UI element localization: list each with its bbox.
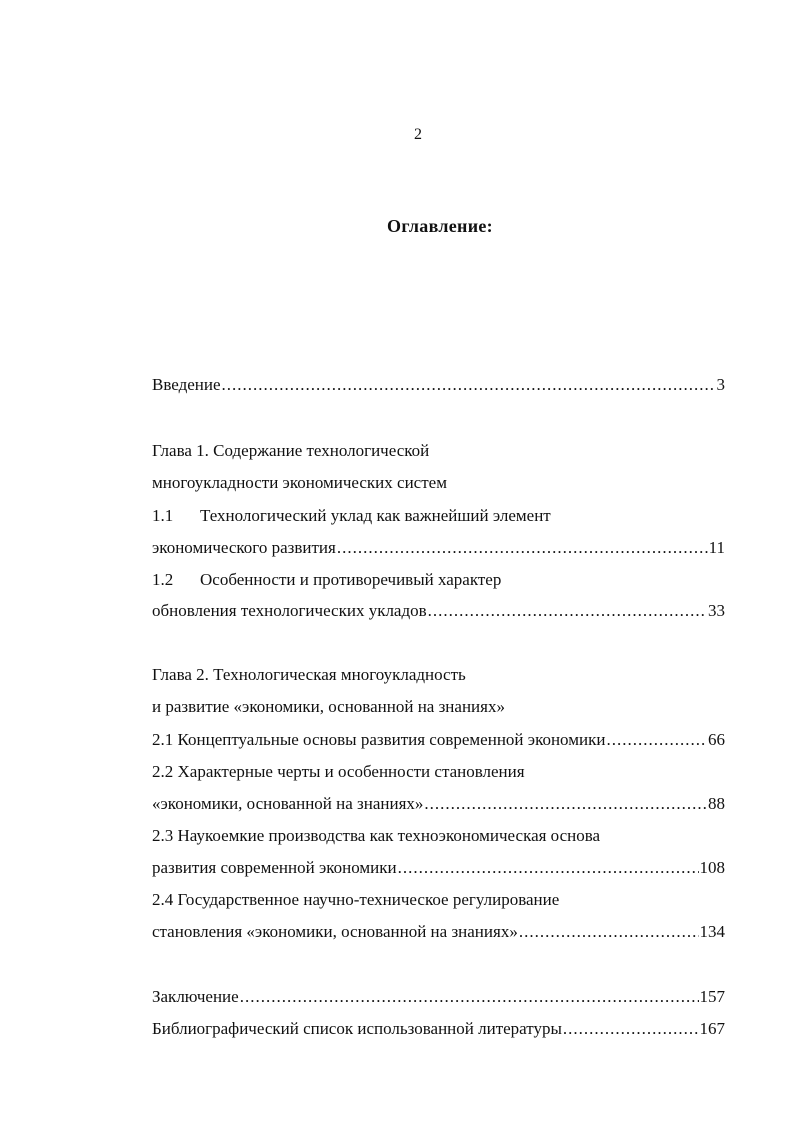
toc-section-2-3: 2.3 Наукоемкие производства как техноэкономическая основа [152,826,601,845]
chapter-2-heading-cont: и развитие «экономики, основанной на знаниях» [152,697,505,716]
toc-page-number: 108 [699,858,725,877]
chapter-1-heading: Глава 1. Содержание технологической [152,441,430,460]
toc-entry-1-2 [152,598,725,624]
toc-entry-text: «экономики, основанной на знаниях» [152,794,424,813]
toc-entry-intro [152,372,725,398]
leader-dots [519,919,699,945]
toc-page-number: 88 [708,794,725,813]
leader-dots [398,855,699,881]
toc-page-number: 3 [716,375,725,394]
toc-entry-text: Библиографический список использованной литературы [152,1019,562,1038]
toc-page-number: 134 [699,922,725,941]
toc-entry-bibliography [152,1016,725,1042]
section-number: 1.2 [152,570,174,589]
page-number: 2 [414,126,422,143]
toc-title: Оглавление: [387,216,493,236]
toc-section-2-2: 2.2 Характерные черты и особенности становления [152,762,525,781]
toc-entry-text: становления «экономики, основанной на знаниях» [152,922,518,941]
toc-entry-text: Введение [152,375,221,394]
toc-page-number: 66 [708,730,725,749]
toc-entry-text: экономического развития [152,538,336,557]
toc-page-number: 157 [699,987,725,1006]
chapter-1-heading-cont: многоукладности экономических систем [152,473,447,492]
toc-entry-2-4 [152,919,725,945]
leader-dots [428,598,707,624]
leader-dots [222,372,716,398]
toc-page-number: 167 [699,1019,725,1038]
toc-entry-conclusion [152,984,725,1010]
toc-entry-text: обновления технологических укладов [152,601,427,620]
toc-section-2-4: 2.4 Государственное научно-техническое регулирование [152,890,560,909]
toc-entry-text: 2.1 Концептуальные основы развития современной экономики [152,730,606,749]
leader-dots [563,1016,699,1042]
leader-dots [606,727,707,753]
leader-dots [424,791,707,817]
toc-entry-2-1 [152,727,725,753]
chapter-2-heading: Глава 2. Технологическая многоукладность [152,665,466,684]
toc-page-number: 33 [708,601,725,620]
section-title: Технологический уклад как важнейший элемент [200,506,551,525]
toc-section-1-1 [152,503,725,529]
toc-entry-1-1 [152,535,725,561]
toc-section-1-2 [152,567,725,593]
toc-page-number: 11 [708,538,725,557]
section-number: 1.1 [152,506,174,525]
leader-dots [240,984,699,1010]
leader-dots [337,535,708,561]
toc-entry-text: развития современной экономики [152,858,397,877]
toc-entry-2-2 [152,791,725,817]
section-title: Особенности и противоречивый характер [200,570,502,589]
toc-entry-2-3 [152,855,725,881]
toc-entry-text: Заключение [152,987,239,1006]
